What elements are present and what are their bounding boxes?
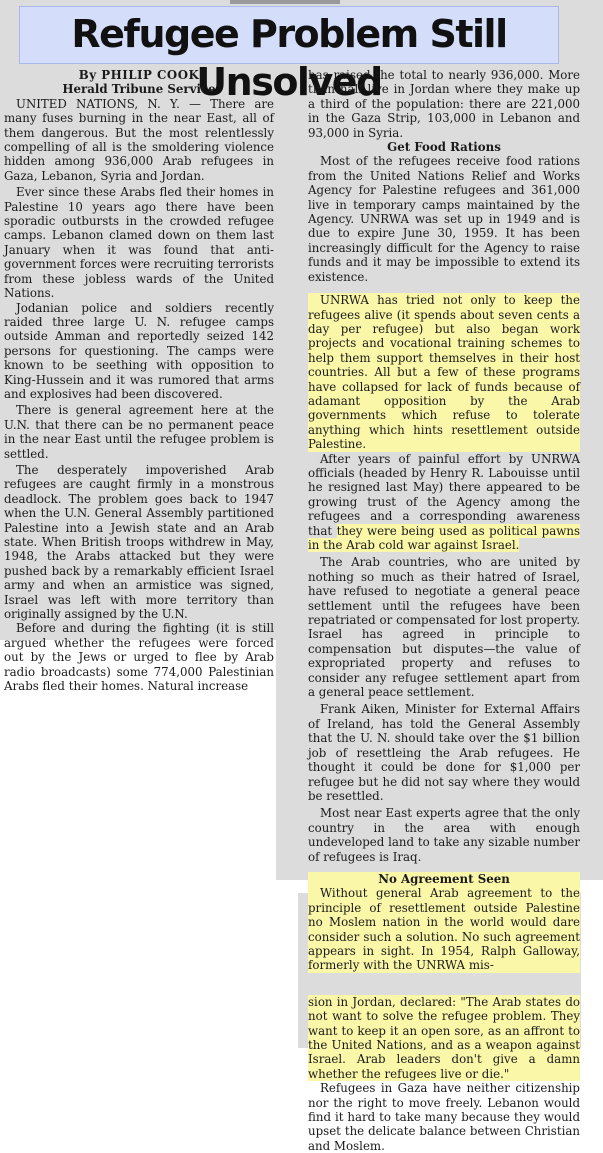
highlighted-pawns-text: they were being used as political pawns in the Arab cold war against Israel. bbox=[308, 523, 581, 552]
paragraph-iraq: Most near East experts agree that the only country in the area with enough undeveloped land to take any sizable number of refugees is Iraq. bbox=[308, 806, 580, 864]
subhead-food-rations: Get Food Rations bbox=[387, 140, 501, 155]
paragraph-gaza: Refugees in Gaza have neither citizenship nor the right to move freely. Lebanon would find it hard to take many because they would upset the delicate balance between Christian and Moslem. bbox=[308, 1081, 580, 1153]
trust-text: After years of painful effort by UNRWA officials (headed by Henry R. Labouisse until he resigned last May) there appeared to be growing trust of the Agency among the refugees and a corresponding awareness that bbox=[308, 451, 580, 538]
paragraph-deadlock: The desperately impoverished Arab refugees are caught firmly in a monstrous deadlock. The problem goes back to 1947 when the U.N. General Assembly partitioned Palestine into a Jewish state and an Arab state. When British troops withdrew in May, 1948, the Arabs attacked but they were pushed back by a remarkably efficient Israel army and when an armistice was signed, Israel was left with more territory than originally assigned by the U.N. bbox=[4, 462, 274, 622]
paragraph-continued: has raised the total to nearly 936,000. More than half live in Jordan where they make up a third of the population: there are 221,000 in the Gaza Strip, 103,000 in Lebanon and 93,000 in Syria. bbox=[308, 68, 580, 140]
paragraph-food-rations: Most of the refugees receive food rations from the United Nations Relief and Works Agency for Palestine refugees and 361,000 live in temporary camps maintained by the Agency. UNRWA was set up in 1949 and is due to expire June 30, 1959. It has been increasingly difficult for the Agency to raise funds and it may be impossible to extend its existence. bbox=[308, 154, 580, 284]
paragraph-lede: UNITED NATIONS, N. Y. — There are many fuses burning in the near East, all of them dangerous. But the most relentlessly compelling of all is the smoldering violence hidden among 936,000 Arab refugees in Gaza, Lebanon, Syria and Jordan. bbox=[4, 96, 274, 183]
paragraph-trust bbox=[308, 452, 580, 553]
paragraph-fighting: Before and during the fighting (it is still argued whether the refugees were forced out by the Jews or urged to flee by Arab radio broadcasts) some 774,000 Palestinian Arabs fled their homes. Natural increase bbox=[4, 621, 274, 694]
paragraph-no-agreement: Without general Arab agreement to the principle of resettlement outside Palestine no Moslem nation in the world would dare consider such a solution. No such agreement appears in sight. In 1954, Ralph Galloway, formerly with the UNRWA mis- bbox=[308, 886, 580, 973]
paragraph-unrwa-programs: UNRWA has tried not only to keep the refugees alive (it spends about seven cents a day per refugee) but also began work projects and vocational training schemes to help them support themselves in their host countries. All but a few of these programs have collapsed for lack of funds because of adamant opposition by the Arab governments which refuse to tolerate anything which hints resettlement outside Palestine. bbox=[308, 293, 580, 452]
paragraph-aiken: Frank Aiken, Minister for External Affairs of Ireland, has told the General Assembly that the U. N. should take over the $1 billion job of resettleing the Arab refugees. He thought it could be done for $1,000 per refugee but he did not say where they would be resettled. bbox=[308, 702, 580, 803]
right-column bbox=[308, 68, 580, 1153]
subhead-no-agreement: No Agreement Seen bbox=[378, 871, 510, 886]
paragraph-arab-countries: The Arab countries, who are united by nothing so much as their hatred of Israel, have refused to negotiate a general peace settlement until the refugees have been repatriated or compensated for lost property. Israel has agreed in principle to compensation but disputes—the value of expropriated property and refuses to consider any refugee settlement apart from a general peace settlement. bbox=[308, 555, 580, 700]
highlighted-agreement-section bbox=[308, 872, 580, 973]
news-service: Herald Tribune Service bbox=[62, 82, 216, 97]
headline: Refugee Problem Still Unsolved bbox=[71, 12, 507, 104]
byline: By PHILIP COOK bbox=[78, 68, 200, 82]
paragraph-agreement: There is general agreement here at the U.N. that there can be no permanent peace in the near East until the refugee problem is settled. bbox=[4, 403, 274, 461]
paragraph-outbursts: Ever since these Arabs fled their homes in Palestine 10 years ago there have been sporadic outbursts in the crowded refugee camps. Lebanon clamed down on them last January when it was found that anti-government forces were recruiting terrorists from these jobless wards of the United Nations. bbox=[4, 185, 274, 301]
torn-edge bbox=[230, 0, 340, 4]
left-column bbox=[4, 68, 274, 693]
paragraph-galloway-quote: sion in Jordan, declared: "The Arab states do not want to solve the refugee problem. They want to keep it an open sore, as an affront to the United Nations, and as a weapon against Israel. Arab leaders don't give a damn whether the refugees live or die." bbox=[308, 994, 580, 1081]
paragraph-jordan-raids: Jodanian police and soldiers recently raided three large U. N. refugee camps outside Amman and reportedly seized 142 persons for questioning. The camps were known to be seething with opposition to King-Hussein and it was rumored that arms and explosives had been discovered. bbox=[4, 300, 274, 401]
